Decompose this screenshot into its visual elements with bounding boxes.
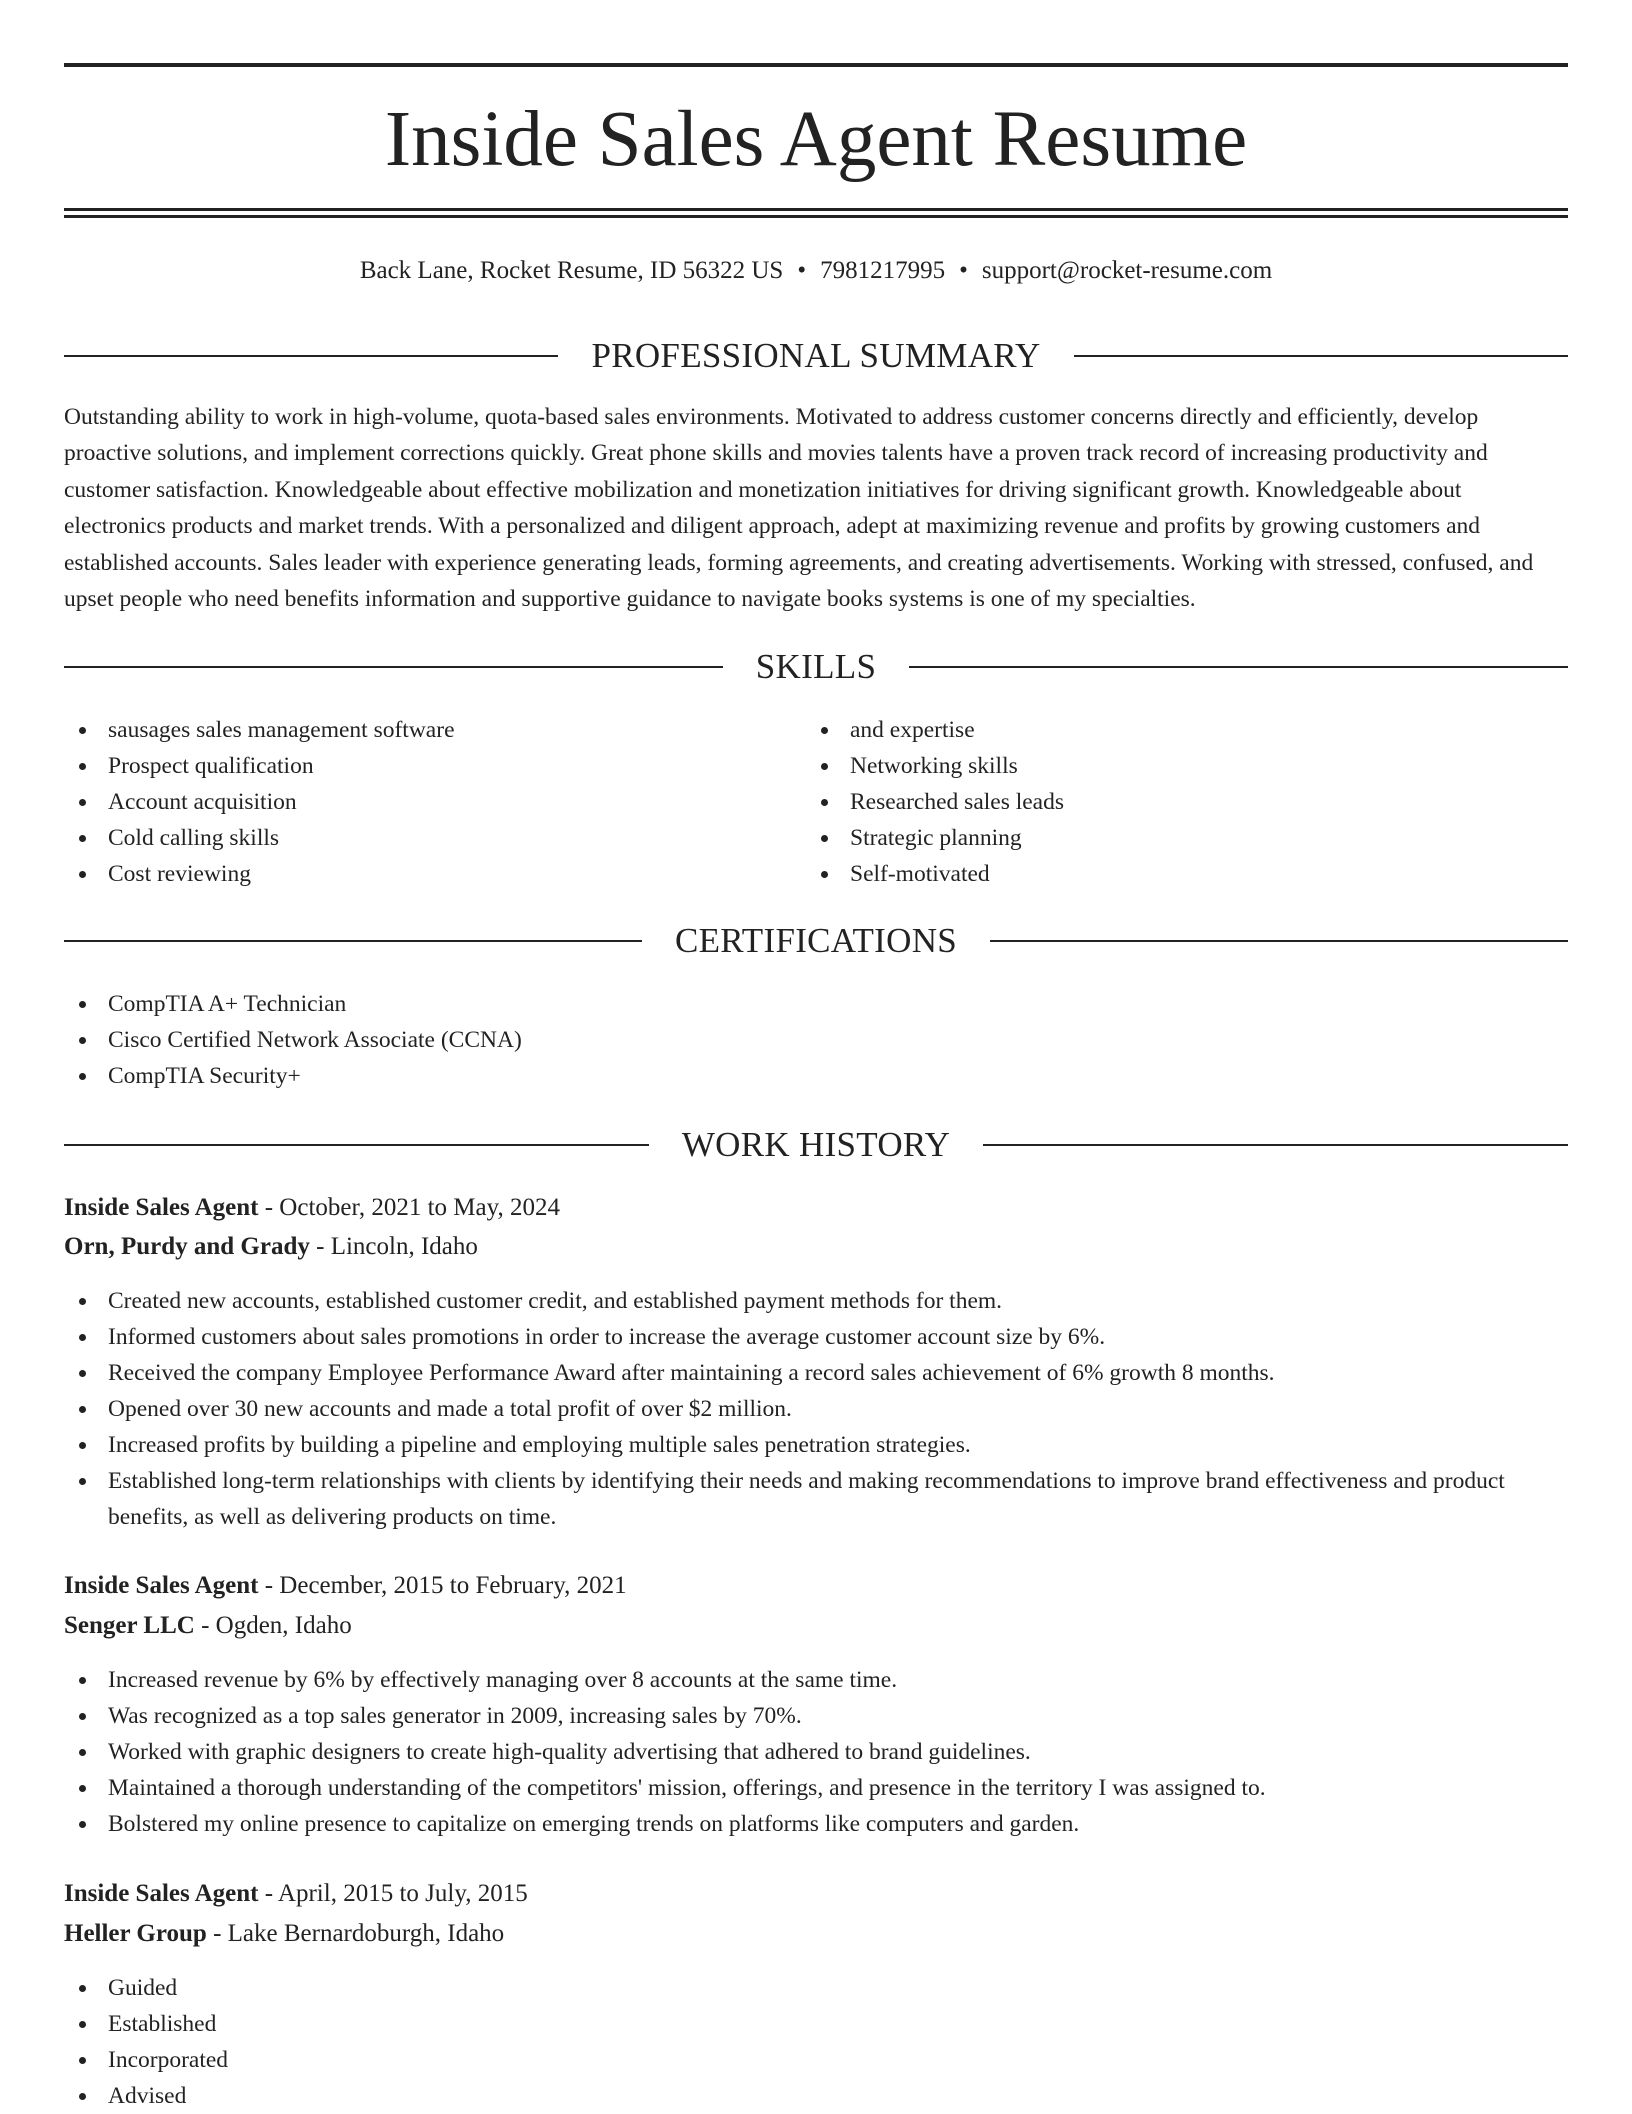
top-rule xyxy=(64,63,1568,67)
certifications-list xyxy=(64,986,1568,1094)
job-bullet: Established xyxy=(64,2006,1568,2042)
job-location: - Lincoln, Idaho xyxy=(309,1233,478,1260)
certification-item: Cisco Certified Network Associate (CCNA) xyxy=(64,1022,1568,1058)
skills-heading-text: SKILLS xyxy=(755,647,877,686)
skill-item: sausages sales management software xyxy=(64,712,764,748)
divider-line xyxy=(64,1144,649,1146)
job-bullet: Worked with graphic designers to create high-quality advertising that adhered to brand guidelines. xyxy=(64,1734,1568,1770)
contact-separator: • xyxy=(959,257,968,284)
job-company-line xyxy=(64,1229,478,1265)
job-dates: - October, 2021 to May, 2024 xyxy=(258,1194,560,1221)
job-bullet: Incorporated xyxy=(64,2042,1568,2078)
job-title-line xyxy=(64,1568,627,1604)
divider-line xyxy=(64,940,642,942)
skill-item: Cold calling skills xyxy=(64,820,764,856)
job-bullet: Guided xyxy=(64,1970,1568,2006)
divider-line xyxy=(909,666,1568,668)
job-company: Heller Group xyxy=(64,1920,207,1947)
summary-heading xyxy=(64,334,1568,378)
divider-line xyxy=(1074,355,1568,357)
job-title: Inside Sales Agent xyxy=(64,1194,259,1221)
summary-text: Outstanding ability to work in high-volume, quota-based sales environments. Motivated to address customer concerns directly and efficiently, develop proactive solutions, and implement corrections quickly. Great phone skills and movies talents have a proven track record of increasing productivity and customer satisfaction. Knowledgeable about effective mobilization and monetization initiatives for driving significant growth. Knowledgeable about electronics products and market trends. With a personalized and diligent approach, adept at maximizing revenue and profits by growing customers and established accounts. Sales leader with experience generating leads, forming agreements, and creating advertisements. Working with stressed, confused, and upset people who need benefits information and supportive guidance to navigate books systems is one of my specialties. xyxy=(64,404,1534,613)
job-location: - Ogden, Idaho xyxy=(194,1612,352,1639)
job-title-line xyxy=(64,1190,560,1226)
job-title-line xyxy=(64,1876,528,1912)
job-dates: - December, 2015 to February, 2021 xyxy=(258,1572,627,1599)
job-bullet: Established long-term relationships with clients by identifying their needs and making recommendations to improve brand effectiveness and product benefits, as well as delivering products on time. xyxy=(64,1463,1568,1535)
skill-item: Prospect qualification xyxy=(64,748,764,784)
job-title: Inside Sales Agent xyxy=(64,1572,259,1599)
divider-line xyxy=(64,355,558,357)
job-title: Inside Sales Agent xyxy=(64,1880,259,1907)
skill-item: Self-motivated xyxy=(806,856,1506,892)
job-bullet: Increased profits by building a pipeline and employing multiple sales penetration strategies. xyxy=(64,1427,1568,1463)
summary-heading-text: PROFESSIONAL SUMMARY xyxy=(591,336,1041,375)
work-history-heading-text: WORK HISTORY xyxy=(681,1125,951,1164)
job-dates: - April, 2015 to July, 2015 xyxy=(258,1880,528,1907)
certification-item: CompTIA Security+ xyxy=(64,1058,1568,1094)
job-company-line xyxy=(64,1608,352,1644)
job-company: Senger LLC xyxy=(64,1612,195,1639)
contact-phone: 7981217995 xyxy=(820,257,946,284)
divider-line xyxy=(64,666,723,668)
skill-item: Researched sales leads xyxy=(806,784,1506,820)
work-history-heading xyxy=(64,1123,1568,1167)
certifications-heading xyxy=(64,919,1568,963)
job-bullet: Opened over 30 new accounts and made a total profit of over $2 million. xyxy=(64,1391,1568,1427)
job-company: Orn, Purdy and Grady xyxy=(64,1233,310,1260)
skills-list-right xyxy=(806,712,1506,892)
job-bullet: Advised xyxy=(64,2078,1568,2114)
skills-list-left xyxy=(64,712,764,892)
skill-item: Cost reviewing xyxy=(64,856,764,892)
job-bullets xyxy=(64,1283,1568,1535)
certifications-heading-text: CERTIFICATIONS xyxy=(674,921,958,960)
skill-item: Strategic planning xyxy=(806,820,1506,856)
job-location: - Lake Bernardoburgh, Idaho xyxy=(206,1920,505,1947)
job-bullet: Received the company Employee Performance Award after maintaining a record sales achievement of 6% growth 8 months. xyxy=(64,1355,1568,1391)
contact-separator: • xyxy=(797,257,807,284)
job-bullet: Bolstered my online presence to capitalize on emerging trends on platforms like computers and garden. xyxy=(64,1806,1568,1842)
certification-item: CompTIA A+ Technician xyxy=(64,986,1568,1022)
resume-title: Inside Sales Agent Resume xyxy=(384,96,1248,183)
job-bullet: Was recognized as a top sales generator in 2009, increasing sales by 70%. xyxy=(64,1698,1568,1734)
job-bullet: Maintained a thorough understanding of the competitors' mission, offerings, and presence in the territory I was assigned to. xyxy=(64,1770,1568,1806)
skill-item: Account acquisition xyxy=(64,784,764,820)
job-bullet: Created new accounts, established customer credit, and established payment methods for them. xyxy=(64,1283,1568,1319)
skills-heading xyxy=(64,645,1568,689)
job-bullets xyxy=(64,1970,1568,2114)
skill-item: Networking skills xyxy=(806,748,1506,784)
job-bullets xyxy=(64,1662,1568,1842)
divider-line xyxy=(983,1144,1568,1146)
job-bullet: Increased revenue by 6% by effectively managing over 8 accounts at the same time. xyxy=(64,1662,1568,1698)
job-bullet: Informed customers about sales promotions in order to increase the average customer account size by 6%. xyxy=(64,1319,1568,1355)
double-rule xyxy=(64,208,1568,218)
contact-address: Back Lane, Rocket Resume, ID 56322 US xyxy=(359,257,784,284)
job-company-line xyxy=(64,1916,504,1952)
contact-line xyxy=(64,253,1568,289)
contact-email: support@rocket-resume.com xyxy=(981,257,1273,284)
skill-item: and expertise xyxy=(806,712,1506,748)
divider-line xyxy=(990,940,1568,942)
